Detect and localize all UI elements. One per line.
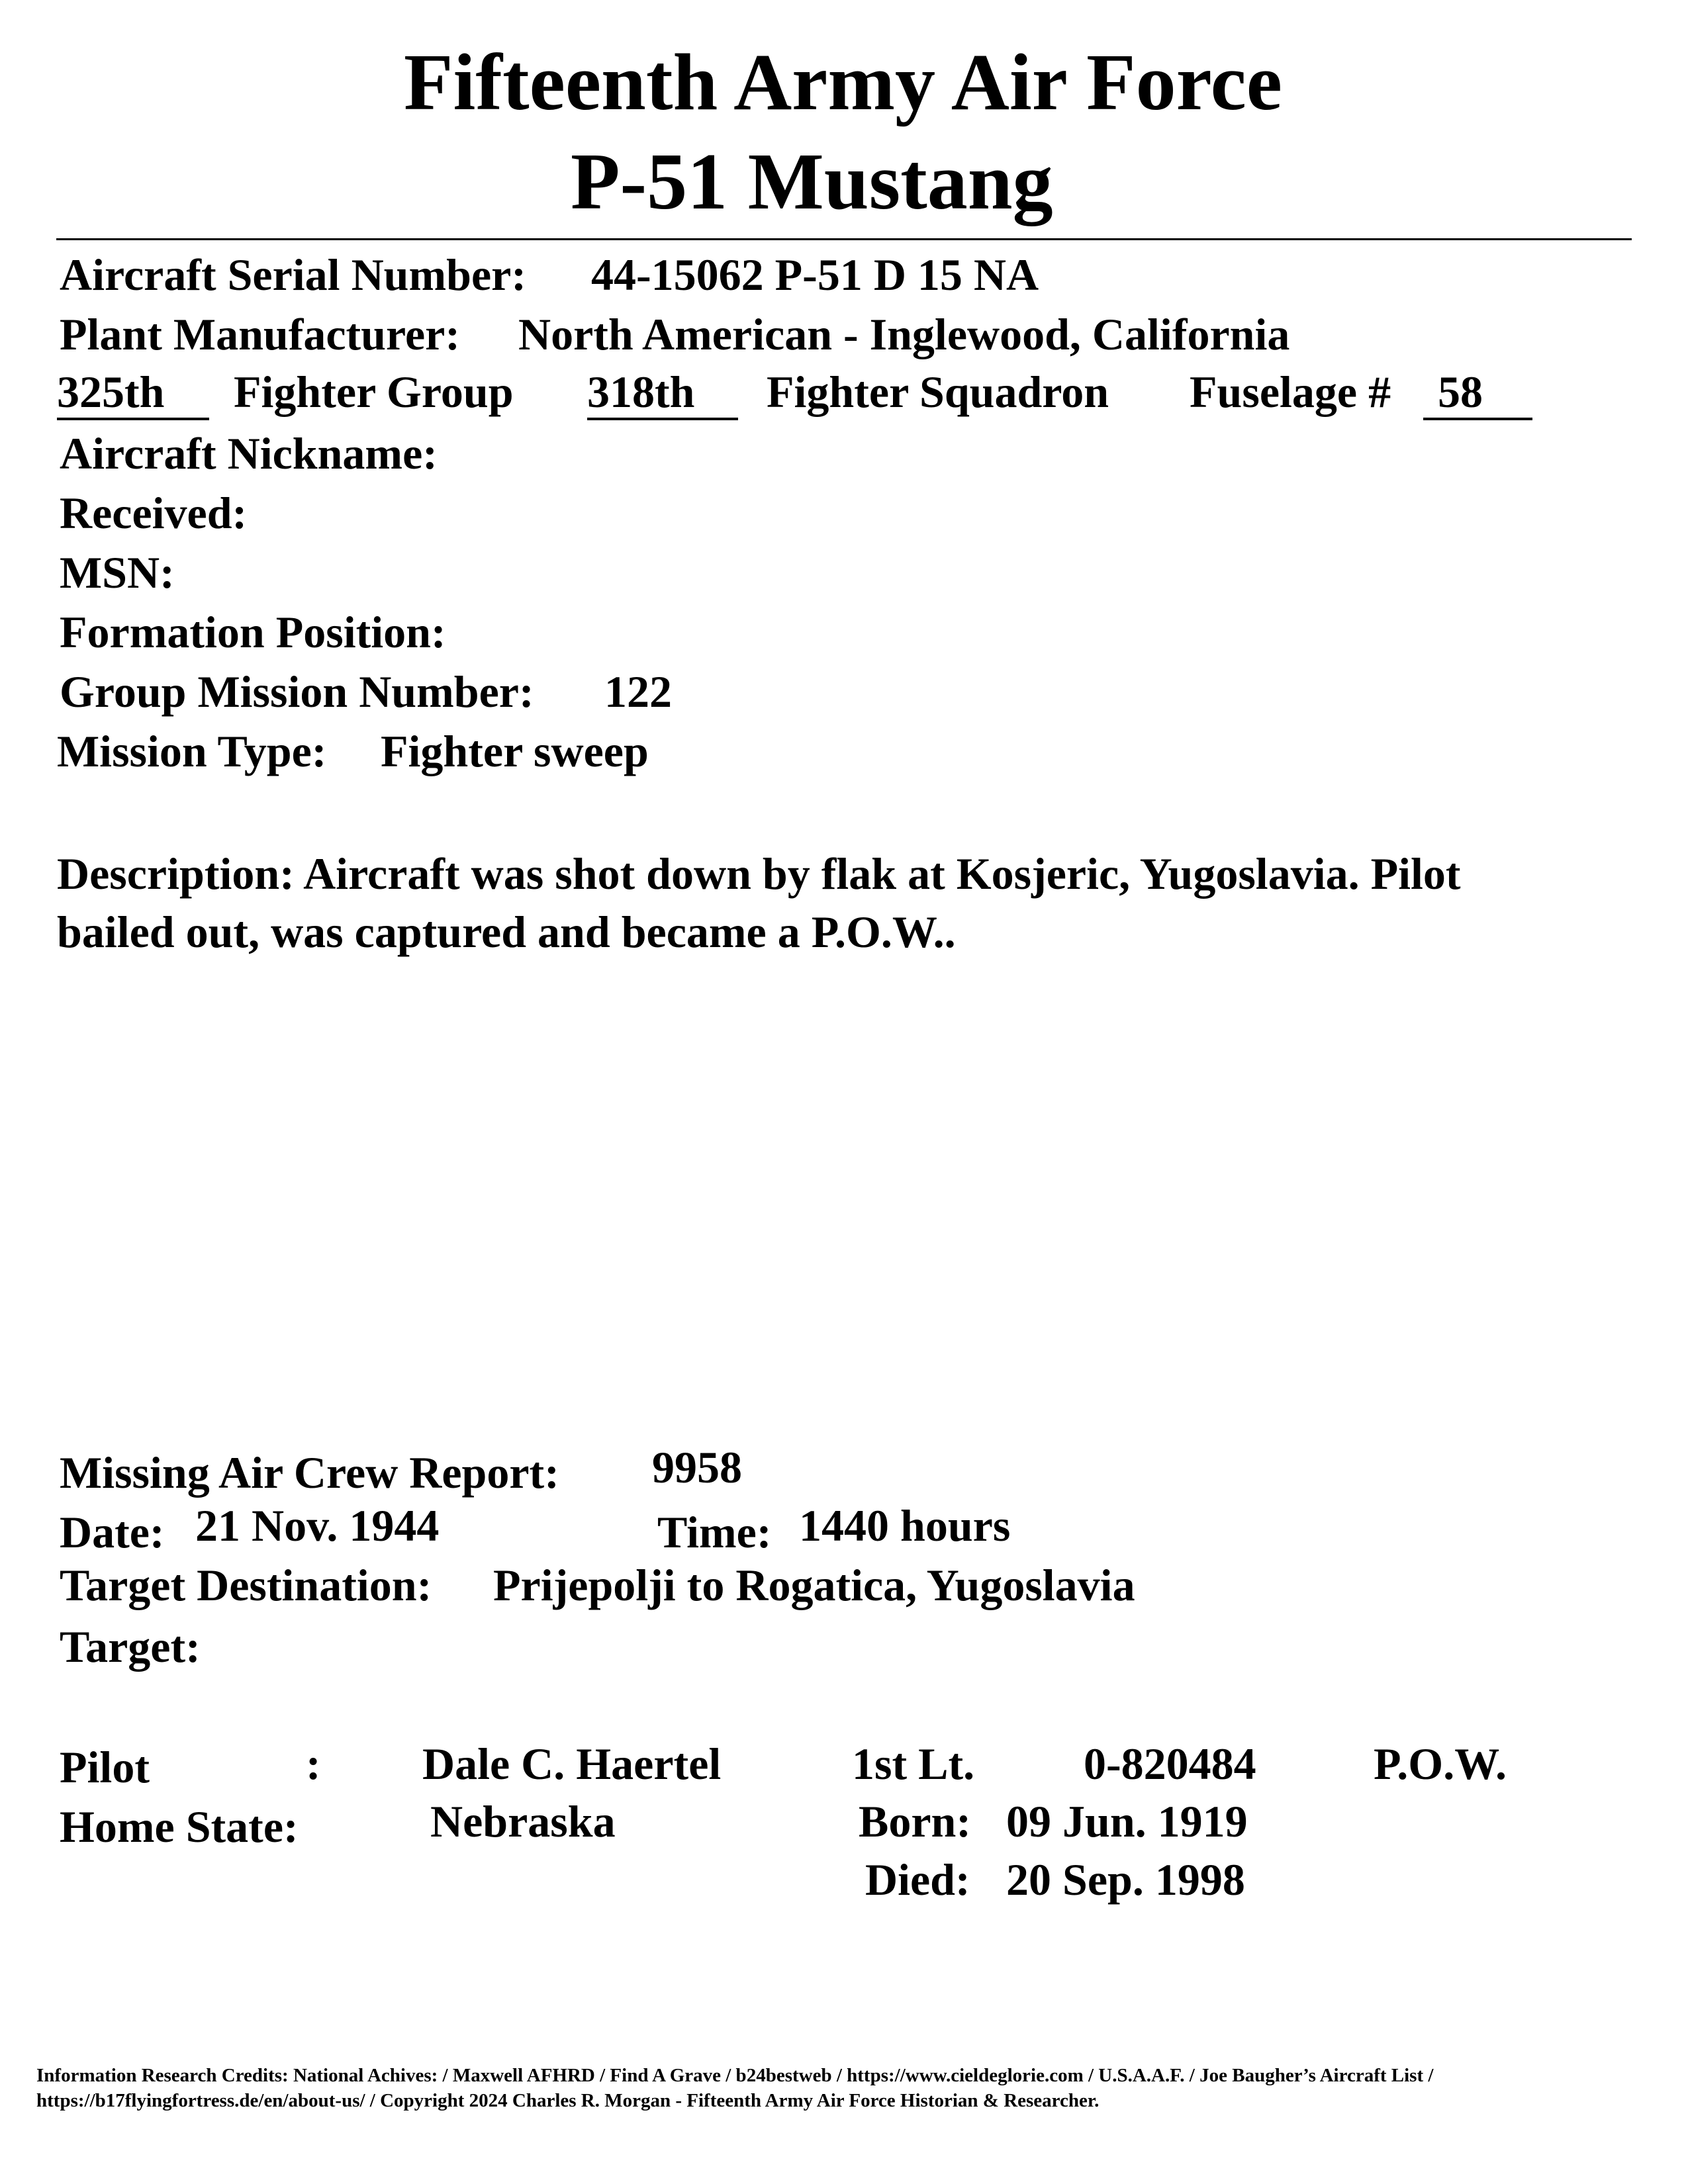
manufacturer-value: North American - Inglewood, California [518, 309, 1290, 359]
target-label: Target: [60, 1621, 201, 1672]
macr-value: 9958 [652, 1442, 742, 1492]
died-label: Died: [865, 1854, 970, 1905]
nickname-label: Aircraft Nickname: [60, 428, 438, 478]
pilot-status: P.O.W. [1374, 1739, 1507, 1789]
page-title: Fifteenth Army Air Force [404, 38, 1282, 127]
received-label: Received: [60, 488, 248, 538]
born-label: Born: [859, 1796, 971, 1846]
born-value: 09 Jun. 1919 [1006, 1796, 1248, 1846]
macr-label: Missing Air Crew Report: [60, 1447, 559, 1498]
pilot-label: Pilot [60, 1742, 150, 1792]
manufacturer-label: Plant Manufacturer: [60, 309, 460, 359]
date-label: Date: [60, 1507, 165, 1557]
fuselage-value: 58 [1438, 367, 1483, 417]
home-state-value: Nebraska [430, 1796, 616, 1846]
group-mission-label: Group Mission Number: [60, 666, 534, 717]
mission-type-value: Fighter sweep [381, 726, 649, 776]
home-state-label: Home State: [60, 1801, 299, 1852]
serial-label: Aircraft Serial Number: [60, 250, 526, 300]
group-mission-value: 122 [604, 666, 672, 717]
page-subtitle: P-51 Mustang [571, 137, 1053, 226]
destination-value: Prijepolji to Rogatica, Yugoslavia [493, 1560, 1135, 1610]
died-value: 20 Sep. 1998 [1006, 1854, 1245, 1905]
destination-label: Target Destination: [60, 1560, 432, 1610]
squadron-value: 318th [587, 367, 695, 417]
time-label: Time: [657, 1507, 772, 1557]
pilot-name: Dale C. Haertel [422, 1739, 722, 1789]
pilot-service-number: 0-820484 [1084, 1739, 1256, 1789]
group-value: 325th [57, 367, 165, 417]
fuselage-label: Fuselage # [1190, 367, 1391, 417]
mission-type-label: Mission Type: [57, 726, 327, 776]
footer-credits-line-1: Information Research Credits: National Achives: / Maxwell AFHRD / Find A Grave / b24bestweb / https://www.cieldeglorie.com / U.S.A.A.F. / Joe Baugher’s Aircraft List / [36, 2065, 1434, 2086]
footer-credits-line-2: https://b17flyingfortress.de/en/about-us/ / Copyright 2024 Charles R. Morgan - Fifteenth Army Air Force Historian & Researcher. [36, 2090, 1100, 2111]
description-line-2: bailed out, was captured and became a P.O.W.. [57, 907, 956, 957]
date-value: 21 Nov. 1944 [195, 1500, 440, 1551]
pilot-rank: 1st Lt. [852, 1739, 975, 1789]
pilot-colon: : [306, 1739, 321, 1789]
header-divider [56, 238, 1632, 240]
serial-value: 44-15062 P-51 D 15 NA [591, 250, 1039, 300]
group-label: Fighter Group [234, 367, 514, 417]
squadron-label: Fighter Squadron [767, 367, 1109, 417]
time-value: 1440 hours [799, 1500, 1011, 1551]
msn-label: MSN: [60, 547, 175, 598]
description-line-1: Description: Aircraft was shot down by flak at Kosjeric, Yugoslavia. Pilot [57, 848, 1461, 899]
formation-label: Formation Position: [60, 607, 446, 657]
